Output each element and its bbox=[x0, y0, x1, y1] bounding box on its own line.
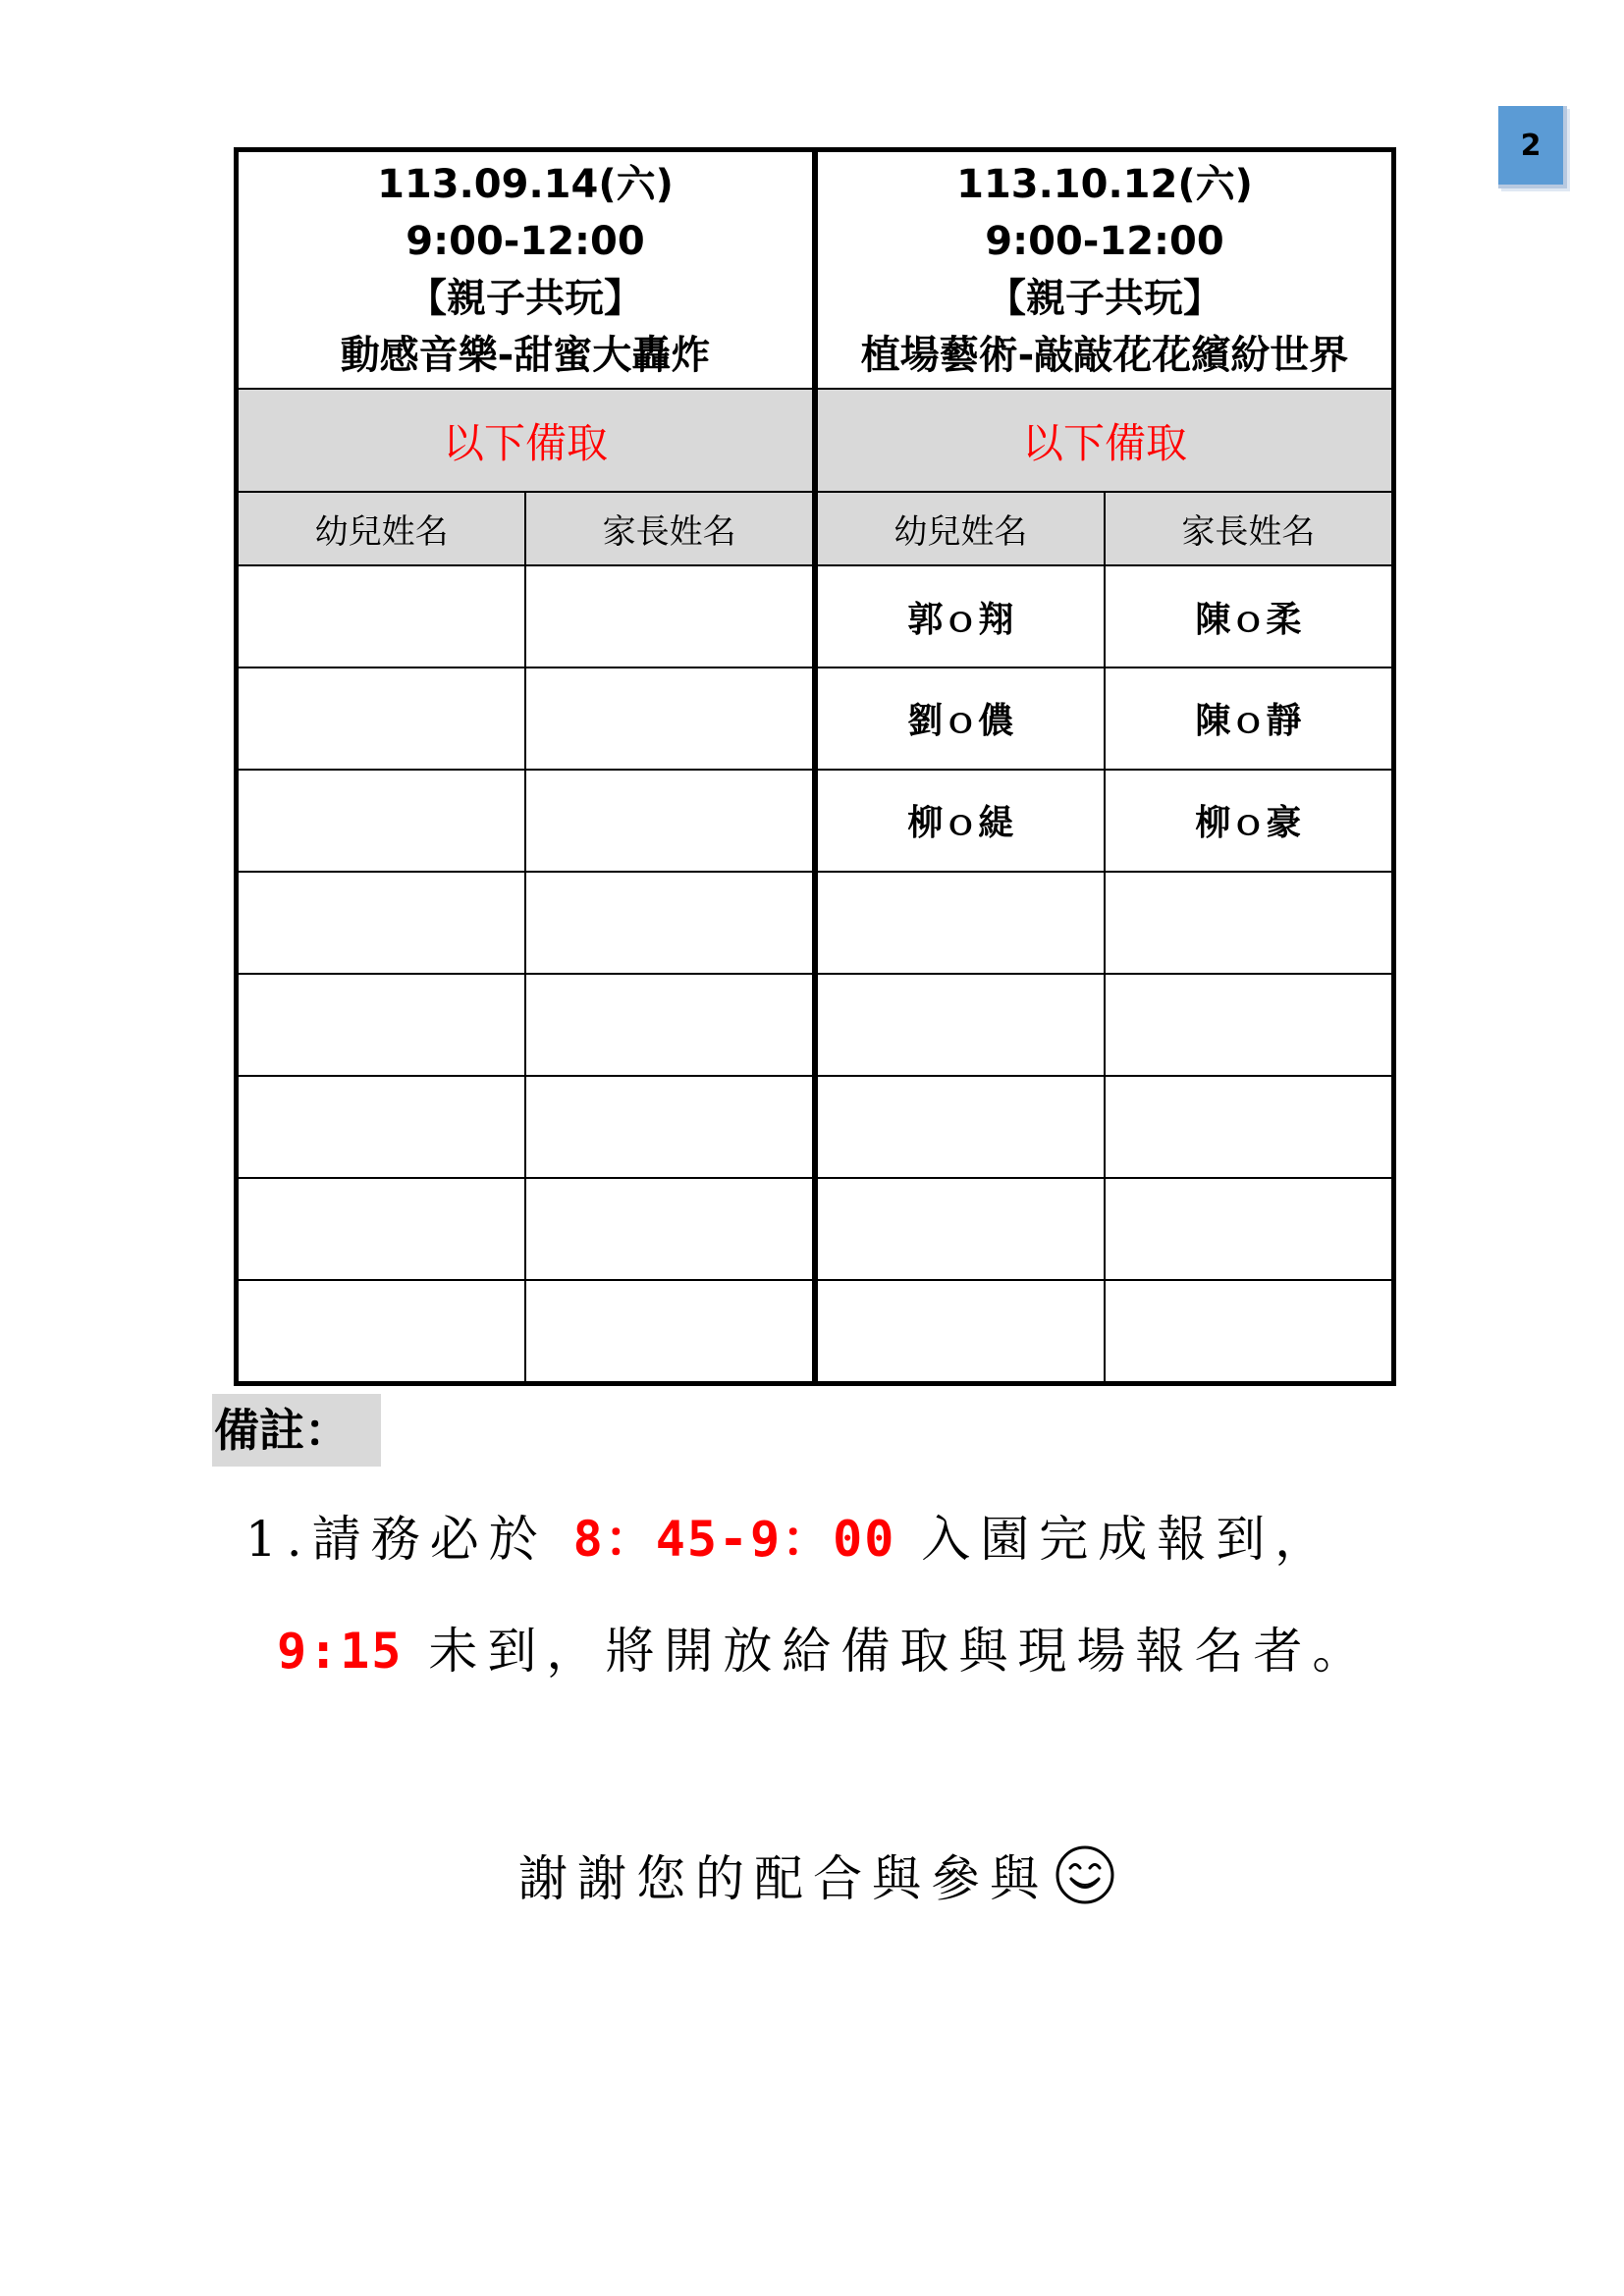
event-1-header bbox=[237, 150, 816, 390]
event-1-parent-cell bbox=[525, 1178, 815, 1280]
event-1-child-cell bbox=[237, 1076, 526, 1178]
table-row bbox=[237, 565, 1394, 667]
event-1-time: 9:00-12:00 bbox=[406, 219, 645, 265]
event-1-parent-cell bbox=[525, 1280, 815, 1384]
event-2-date: 113.10.12(六) bbox=[956, 162, 1253, 208]
event-2-parent-cell: 陳ｏ柔 bbox=[1105, 565, 1394, 667]
remarks-line-2-suffix: 未到，將開放給備取與現場報名者。 bbox=[428, 1623, 1372, 1680]
event-2-parent-cell: 陳ｏ靜 bbox=[1105, 667, 1394, 770]
standby-row bbox=[237, 389, 1394, 492]
deadline-time: 9:15 bbox=[277, 1623, 404, 1680]
event-2-child-cell: 劉ｏ儂 bbox=[815, 667, 1105, 770]
table-row bbox=[237, 1178, 1394, 1280]
table-row bbox=[237, 974, 1394, 1076]
event-1-category: 【親子共玩】 bbox=[407, 276, 643, 322]
remarks-line-1 bbox=[245, 1500, 1333, 1571]
event-2-parent-cell bbox=[1105, 1076, 1394, 1178]
event-1-parent-cell bbox=[525, 872, 815, 974]
event-2-child-cell bbox=[815, 872, 1105, 974]
closing-message bbox=[518, 1840, 1115, 1910]
event-1-parent-cell bbox=[525, 770, 815, 872]
event-1-child-header: 幼兒姓名 bbox=[237, 492, 526, 565]
table-row bbox=[237, 667, 1394, 770]
event-2-child-cell bbox=[815, 1178, 1105, 1280]
event-1-child-cell bbox=[237, 667, 526, 770]
event-2-category: 【親子共玩】 bbox=[987, 276, 1222, 322]
event-2-child-header: 幼兒姓名 bbox=[815, 492, 1105, 565]
event-header-row bbox=[237, 150, 1394, 390]
event-1-parent-cell bbox=[525, 974, 815, 1076]
event-2-parent-cell: 柳ｏ豪 bbox=[1105, 770, 1394, 872]
event-1-date: 113.09.14(六) bbox=[377, 162, 674, 208]
check-in-time: 8：45-9：00 bbox=[572, 1511, 896, 1568]
event-2-child-cell bbox=[815, 1280, 1105, 1384]
event-2-parent-cell bbox=[1105, 1178, 1394, 1280]
table-row bbox=[237, 872, 1394, 974]
event-2-parent-cell bbox=[1105, 872, 1394, 974]
event-1-parent-cell bbox=[525, 1076, 815, 1178]
table-row bbox=[237, 1280, 1394, 1384]
table-row bbox=[237, 1076, 1394, 1178]
event-1-child-cell bbox=[237, 872, 526, 974]
event-1-parent-cell bbox=[525, 667, 815, 770]
event-2-time: 9:00-12:00 bbox=[985, 219, 1224, 265]
event-1-child-cell bbox=[237, 1178, 526, 1280]
event-1-parent-header: 家長姓名 bbox=[525, 492, 815, 565]
event-2-header bbox=[815, 150, 1394, 390]
event-2-child-cell: 郭ｏ翔 bbox=[815, 565, 1105, 667]
remarks-line-1-prefix: 1.請務必於 bbox=[245, 1511, 548, 1568]
event-2-parent-cell bbox=[1105, 1280, 1394, 1384]
event-1-child-cell bbox=[237, 565, 526, 667]
table-row bbox=[237, 770, 1394, 872]
remarks-line-2 bbox=[277, 1612, 1371, 1682]
event-1-standby-label: 以下備取 bbox=[237, 389, 816, 492]
event-2-child-cell bbox=[815, 974, 1105, 1076]
waitlist-table bbox=[234, 147, 1396, 1386]
event-1-child-cell bbox=[237, 974, 526, 1076]
page-number-badge: 2 bbox=[1498, 106, 1567, 188]
event-1-child-cell bbox=[237, 1280, 526, 1384]
remarks-line-1-suffix: 入園完成報到， bbox=[921, 1511, 1334, 1568]
event-1-child-cell bbox=[237, 770, 526, 872]
event-2-parent-cell bbox=[1105, 974, 1394, 1076]
event-1-parent-cell bbox=[525, 565, 815, 667]
event-2-standby-label: 以下備取 bbox=[815, 389, 1394, 492]
remarks-label: 備註： bbox=[212, 1394, 381, 1467]
smiley-face-icon bbox=[1055, 1844, 1115, 1905]
closing-text: 謝謝您的配合與參與 bbox=[518, 1850, 1049, 1907]
event-2-child-cell: 柳ｏ緹 bbox=[815, 770, 1105, 872]
column-header-row bbox=[237, 492, 1394, 565]
event-2-parent-header: 家長姓名 bbox=[1105, 492, 1394, 565]
event-2-child-cell bbox=[815, 1076, 1105, 1178]
event-1-title: 動感音樂-甜蜜大轟炸 bbox=[340, 333, 711, 379]
event-2-title: 植場藝術-敲敲花花繽紛世界 bbox=[860, 333, 1349, 379]
